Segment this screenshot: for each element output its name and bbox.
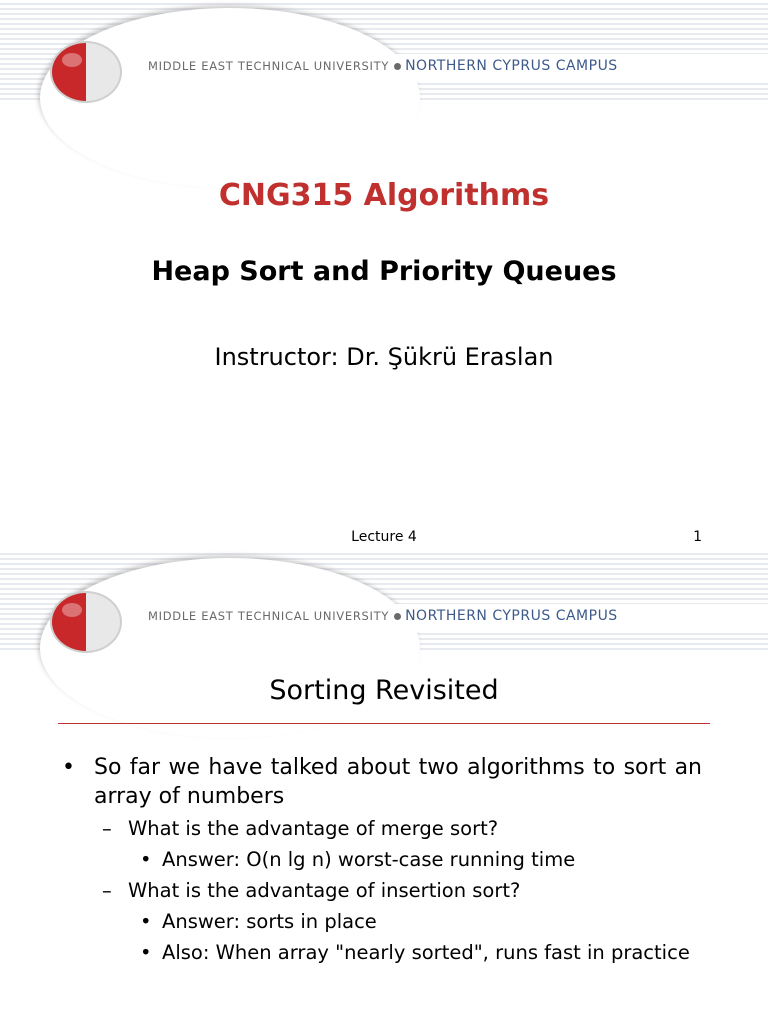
university-name [148,58,618,74]
course-title: CNG315 Algorithms [218,178,550,213]
dash-bullet-icon: – [102,879,112,902]
campus-name: NORTHERN CYPRUS CAMPUS [405,608,618,624]
university-name-text: MIDDLE EAST TECHNICAL UNIVERSITY [148,609,390,623]
bullet-item-level-3 [62,940,702,966]
bullet-icon: • [140,910,152,933]
bullet-item-level-2 [62,878,702,904]
bullet-item-level-2 [62,816,702,842]
bullet-item-level-1 [62,753,702,811]
bullet-text: Answer: sorts in place [162,910,377,933]
dash-bullet-icon: – [102,817,112,840]
bullet-item-level-3 [62,847,702,873]
slide-footer: Lecture 4 [351,529,417,545]
bullet-item-level-3 [62,909,702,935]
slide-2 [0,550,768,1024]
slide-header [0,550,768,662]
slide-title: Sorting Revisited [269,675,499,706]
campus-name: NORTHERN CYPRUS CAMPUS [405,58,618,74]
bullet-icon: • [140,848,152,871]
university-logo-icon [48,40,124,104]
university-name [148,608,618,624]
bullet-list [62,753,702,971]
bullet-text: Also: When array "nearly sorted", runs fast in practice [162,941,690,964]
bullet-text: What is the advantage of insertion sort? [128,879,521,902]
instructor-line: Instructor: Dr. Şükrü Eraslan [214,343,554,371]
slide-number: 1 [693,529,702,545]
title-divider [58,723,710,724]
bullet-text: What is the advantage of merge sort? [128,817,499,840]
bullet-text: Answer: O(n lg n) worst-case running time [162,848,576,871]
separator-dot-icon [394,613,401,620]
slide-header [0,0,768,112]
university-logo-icon [48,590,124,654]
bullet-icon: • [140,941,152,964]
separator-dot-icon [394,63,401,70]
bullet-text: So far we have talked about two algorithms to sort an array of numbers [94,755,702,809]
university-name-text: MIDDLE EAST TECHNICAL UNIVERSITY [148,59,390,73]
lecture-topic: Heap Sort and Priority Queues [151,256,617,287]
bullet-icon: • [62,755,75,780]
